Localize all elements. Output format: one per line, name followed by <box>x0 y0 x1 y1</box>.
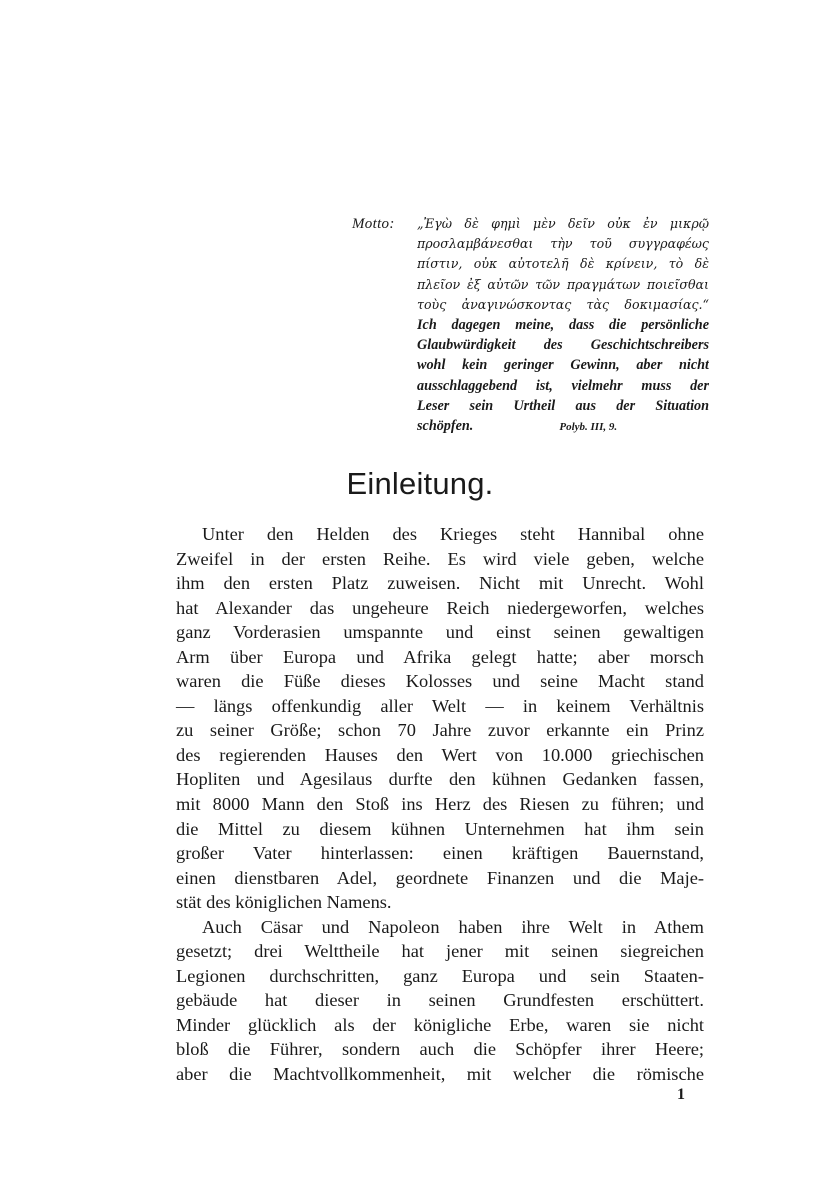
page-number: 1 <box>677 1086 685 1103</box>
text-line: einen dienstbaren Adel, geordnete Finanzen und die Maje- <box>176 867 704 888</box>
chapter-heading: Einleitung. <box>346 466 494 501</box>
text-line: Legionen durchschritten, ganz Europa und sein Staaten- <box>176 965 704 986</box>
body-text <box>176 522 704 1087</box>
text-line: Hopliten und Agesilaus durfte den kühnen Gedanken fassen, <box>176 769 704 790</box>
text-line: ganz Vorderasien umspannte und einst seinen gewaltigen <box>176 622 704 643</box>
text-line: gesetzt; drei Welttheile hat jener mit seinen siegreichen <box>176 941 704 962</box>
text-line: gebäude hat dieser in seinen Grundfesten erschüttert. <box>176 990 704 1011</box>
motto-translation-line: Ich dagegen meine, dass die persönliche <box>417 316 709 333</box>
text-line: Arm über Europa und Afrika gelegt hatte; aber morsch <box>176 646 704 667</box>
motto-translation-line: Glaubwürdigkeit des Geschichtschreibers <box>417 337 709 354</box>
motto-quote <box>417 214 709 436</box>
motto-greek-line: „Ἐγὼ δὲ φημὶ μὲν δεῖν οὐκ ἐν μικρῷ <box>417 216 709 231</box>
text-line: des regierenden Hauses den Wert von 10.000 griechischen <box>176 744 704 765</box>
motto-translation-line: Leser sein Urtheil aus der Situation <box>417 397 709 414</box>
motto-greek-line: προσλαμβάνεσθαι τὴν τοῦ συγγραφέως <box>417 236 709 252</box>
text-line: großer Vater hinterlassen: einen kräftigen Bauernstand, <box>176 843 704 864</box>
motto-translation-line: ausschlaggebend ist, vielmehr muss der <box>417 377 709 394</box>
text-line: Zweifel in der ersten Reihe. Es wird viele geben, welche <box>176 548 704 569</box>
text-line: bloß die Führer, sondern auch die Schöpfer ihrer Heere; <box>176 1039 704 1060</box>
motto-translation-line: wohl kein geringer Gewinn, aber nicht <box>417 357 709 374</box>
text-line: aber die Machtvollkommenheit, mit welcher die römische <box>176 1064 704 1085</box>
motto-last-line <box>417 416 709 436</box>
text-line: — längs offenkundig aller Welt — in keinem Verhältnis <box>176 695 704 716</box>
text-line: Unter den Helden des Krieges steht Hannibal ohne <box>202 524 704 544</box>
text-line: die Mittel zu diesem kühnen Unternehmen hat ihm sein <box>176 818 704 839</box>
motto-greek-line: πλεῖον ἐξ αὐτῶν τῶν πραγμάτων ποιεῖσθαι <box>417 276 709 292</box>
motto-source: Polyb. III, 9. <box>559 420 618 433</box>
motto-translation-end: schöpfen. <box>417 417 474 434</box>
motto-greek-line: τοὺς ἀναγινώσκοντας τὰς δοκιμασίας.“ <box>417 296 709 312</box>
text-line: Auch Cäsar und Napoleon haben ihre Welt in Athem <box>202 916 704 937</box>
text-line: Minder glücklich als der königliche Erbe, waren sie nicht <box>176 1014 704 1035</box>
motto-label: Motto: <box>352 216 395 232</box>
text-line: mit 8000 Mann den Stoß ins Herz des Riesen zu führen; und <box>176 794 704 815</box>
text-line: ihm den ersten Platz zuweisen. Nicht mit Unrecht. Wohl <box>176 573 704 594</box>
text-line: hat Alexander das ungeheure Reich niedergeworfen, welches <box>176 597 704 618</box>
text-line: stät des königlichen Namens. <box>176 892 392 913</box>
text-line: zu seiner Größe; schon 70 Jahre zuvor erkannte ein Prinz <box>176 720 704 741</box>
motto-greek-line: πίστιν, οὐκ αὐτοτελῆ δὲ κρίνειν, τὸ δὲ <box>417 256 709 272</box>
text-line: waren die Füße dieses Kolosses und seine Macht stand <box>176 671 704 692</box>
